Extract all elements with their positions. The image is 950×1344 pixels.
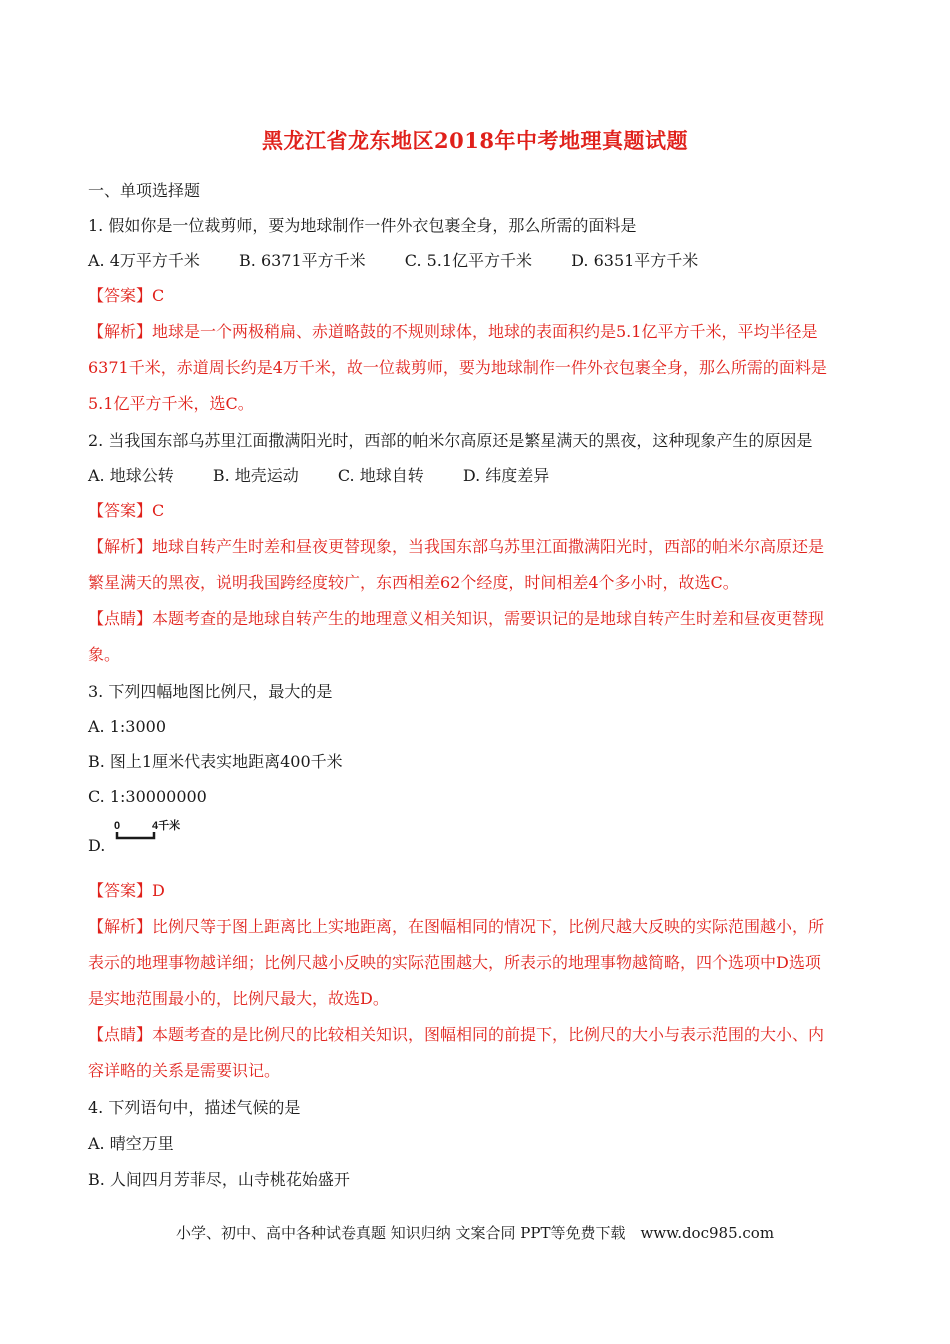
q4-stem: 4. 下列语句中，描述气候的是: [88, 1098, 301, 1117]
q2-option-c: C. 地球自转: [337, 466, 424, 485]
scale-bar-line: [117, 832, 154, 838]
q2-comment-line-2: 象。: [88, 645, 121, 664]
q4-option-b: B. 人间四月芳菲尽，山寺桃花始盛开: [88, 1170, 350, 1189]
q3-stem: 3. 下列四幅地图比例尺，最大的是: [88, 682, 333, 701]
q1-analysis-line-2: 6371千米，赤道周长约是4万千米，故一位裁剪师，要为地球制作一件外衣包裹全身，那么所需的面料是: [88, 358, 827, 377]
q1-option-c: C. 5.1亿平方千米: [404, 251, 533, 270]
q3-answer: 【答案】D: [88, 881, 165, 900]
q3-option-c: C. 1:30000000: [88, 787, 207, 806]
q3-option-d: D.: [88, 836, 106, 855]
q2-analysis-line-2: 繁星满天的黑夜，说明我国跨经度较广，东西相差62个经度，时间相差4个多小时，故选C。: [88, 573, 739, 592]
q1-option-b: B. 6371平方千米: [239, 251, 366, 270]
q1-answer: 【答案】C: [88, 286, 165, 305]
page-footer: 小学、初中、高中各种试卷真题 知识归纳 文案合同 PPT等免费下载 www.doc985.com: [175, 1224, 775, 1242]
q1-analysis-line-1: 【解析】地球是一个两极稍扁、赤道略鼓的不规则球体，地球的表面积约是5.1亿平方千米，平均半径是: [88, 322, 818, 341]
q3-comment-line-1: 【点睛】本题考查的是比例尺的比较相关知识，图幅相同的前提下，比例尺的大小与表示范围的大小、内: [88, 1025, 825, 1044]
q2-option-b: B. 地壳运动: [212, 466, 299, 485]
section-heading: 一、单项选择题: [88, 181, 201, 200]
q1-options: [88, 251, 732, 271]
q3-option-a: A. 1:3000: [88, 717, 167, 736]
q2-option-a: A. 地球公转: [88, 466, 174, 485]
q2-answer: 【答案】C: [88, 501, 165, 520]
q1-stem: 1. 假如你是一位裁剪师，要为地球制作一件外衣包裹全身，那么所需的面料是: [88, 216, 637, 235]
scale-bar-label: 4千米: [152, 820, 181, 832]
q3-analysis-line-3: 是实地范围最小的，比例尺最大，故选D。: [88, 989, 389, 1008]
q2-stem: 2. 当我国东部乌苏里江面撒满阳光时，西部的帕米尔高原还是繁星满天的黑夜，这种现象产生的原因是: [88, 431, 813, 450]
q3-analysis-line-2: 表示的地理事物越详细；比例尺越小反映的实际范围越大，所表示的地理事物越简略，四个选项中D选项: [88, 953, 821, 972]
q3-analysis-line-1: 【解析】比例尺等于图上距离比上实地距离，在图幅相同的情况下，比例尺越大反映的实际范围越小，所: [88, 917, 825, 936]
q4-option-a: A. 晴空万里: [88, 1134, 174, 1153]
q1-analysis-line-3: 5.1亿平方千米，选C。: [88, 394, 254, 413]
q2-options: [88, 466, 583, 486]
q3-option-b: B. 图上1厘米代表实地距离400千米: [88, 752, 343, 771]
q1-option-a: A. 4万平方千米: [88, 251, 200, 270]
q2-comment-line-1: 【点睛】本题考查的是地球自转产生的地理意义相关知识，需要识记的是地球自转产生时差和昼夜更替现: [88, 609, 825, 628]
page-title: 黑龙江省龙东地区2018年中考地理真题试题: [262, 128, 688, 153]
q3-comment-line-2: 容详略的关系是需要识记。: [88, 1061, 281, 1080]
q2-analysis-line-1: 【解析】地球自转产生时差和昼夜更替现象，当我国东部乌苏里江面撒满阳光时，西部的帕米尔高原还是: [88, 537, 825, 556]
q1-option-d: D. 6351平方千米: [571, 251, 699, 270]
q2-option-d: D. 纬度差异: [462, 466, 550, 485]
scale-bar-figure: [112, 816, 192, 846]
scale-bar-zero: 0: [114, 820, 121, 832]
